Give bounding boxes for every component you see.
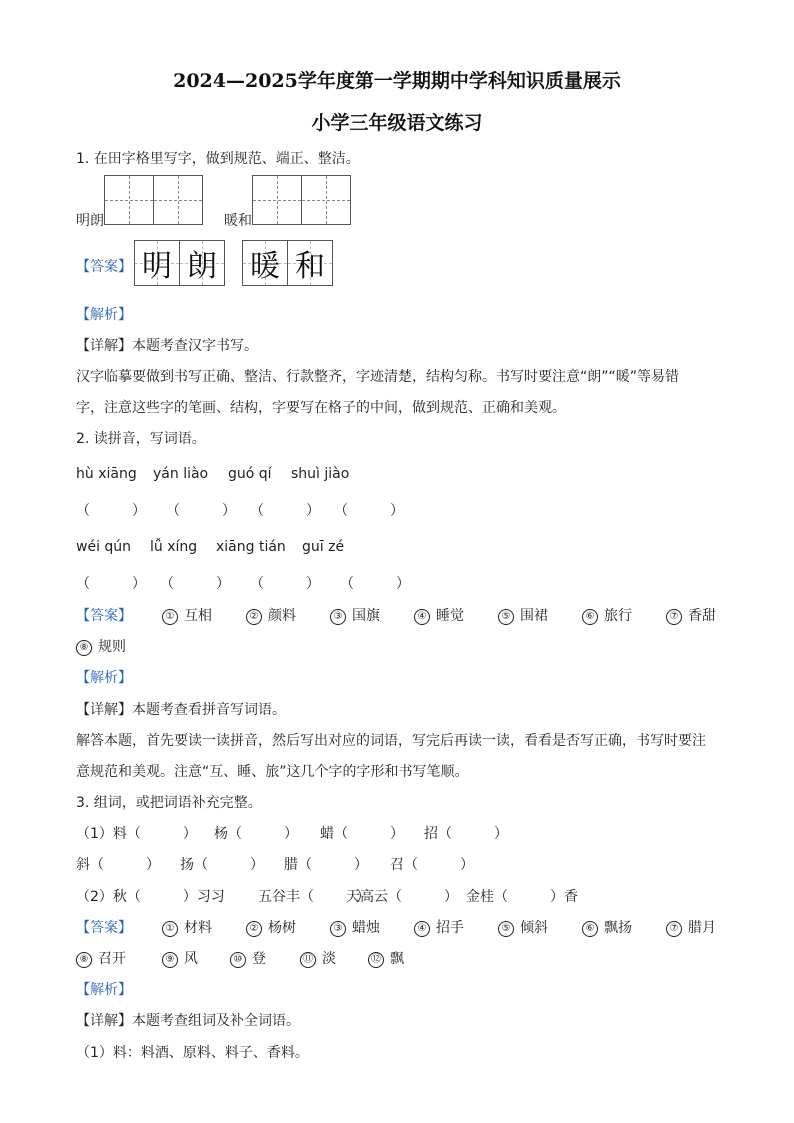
answer-item xyxy=(368,948,404,968)
answer-item xyxy=(300,948,336,968)
answer-blank[interactable]: （ ） xyxy=(76,503,146,519)
number-badge: ④ xyxy=(414,921,430,937)
pinyin: wéi qún xyxy=(76,539,132,555)
q1-answer-grid-1 xyxy=(134,240,225,286)
pinyin: hù xiāng xyxy=(76,466,137,482)
tianzige-cell[interactable] xyxy=(253,176,302,224)
answer-word: 蜡烛 xyxy=(352,920,380,936)
answer-word: 香甜 xyxy=(688,608,716,624)
number-badge: ③ xyxy=(330,921,346,937)
answer-item xyxy=(76,636,126,656)
answer-item xyxy=(246,917,296,937)
answer-word: 腊月 xyxy=(688,920,716,936)
tianzige-cell[interactable] xyxy=(154,176,202,224)
pinyin: guī zé xyxy=(302,539,345,555)
answer-item xyxy=(162,605,212,625)
q2-detail xyxy=(76,699,286,719)
answer-char: 明 xyxy=(142,249,172,284)
pinyin: xiāng tián xyxy=(216,539,286,555)
pinyin: shuì jiào xyxy=(291,466,350,482)
answer-item xyxy=(666,917,716,937)
answer-cell xyxy=(135,241,180,285)
answer-item xyxy=(330,917,380,937)
number-badge: ⑤ xyxy=(498,921,514,937)
q3-explanation-line1: （1）料：料酒、原料、料子、香料。 xyxy=(76,1045,309,1061)
number-badge: ⑦ xyxy=(666,609,682,625)
answer-word: 淡 xyxy=(322,951,336,967)
answer-word: 国旗 xyxy=(352,608,380,624)
q1-word1: 明朗 xyxy=(76,213,104,229)
answer-item xyxy=(582,917,632,937)
number-badge: ② xyxy=(246,609,262,625)
number-badge: ① xyxy=(162,921,178,937)
q3-blank[interactable]: 腊（ ） xyxy=(284,857,368,873)
answer-item xyxy=(162,948,198,968)
number-badge: ⑤ xyxy=(498,609,514,625)
answer-word: 围裙 xyxy=(520,608,548,624)
q3-blank[interactable]: 扬（ ） xyxy=(180,857,264,873)
answer-word: 招手 xyxy=(436,920,464,936)
number-badge: ② xyxy=(246,921,262,937)
answer-word: 召开 xyxy=(98,951,126,967)
detail-tag: 【详解】 xyxy=(76,338,132,354)
answer-item xyxy=(330,605,380,625)
answer-word: 旅行 xyxy=(604,608,632,624)
detail-text: 本题考查组词及补全词语。 xyxy=(132,1013,300,1029)
q3-blank[interactable]: （1）料（ ） xyxy=(76,826,197,842)
answer-word: 颜料 xyxy=(268,608,296,624)
number-badge: ⑧ xyxy=(76,640,92,656)
number-badge: ⑨ xyxy=(162,952,178,968)
answer-char: 和 xyxy=(295,249,325,284)
q3-stem: 3. 组词，或把词语补充完整。 xyxy=(76,795,262,811)
q3-blank[interactable]: 招（ ） xyxy=(424,826,508,842)
q2-explanation-line1: 解答本题，首先要读一读拼音，然后写出对应的词语，写完后再读一读，看看是否写正确，书写时要注 xyxy=(76,733,706,749)
q3-blank[interactable]: 蜡（ ） xyxy=(320,826,404,842)
answer-blank[interactable]: （ ） xyxy=(166,503,236,519)
q1-stem: 1. 在田字格里写字，做到规范、端正、整洁。 xyxy=(76,151,360,167)
answer-blank[interactable]: （ ） xyxy=(76,576,146,592)
q1-grid-1[interactable] xyxy=(104,175,203,225)
q3-blank[interactable]: 斜（ ） xyxy=(76,857,160,873)
number-badge: ④ xyxy=(414,609,430,625)
q3-blank[interactable]: 天高云（ ） xyxy=(346,889,458,905)
detail-text: 本题考查汉字书写。 xyxy=(132,338,258,354)
answer-blank[interactable]: （ ） xyxy=(160,576,230,592)
page-subtitle: 小学三年级语文练习 xyxy=(311,112,483,134)
page-title: 2024—2025学年度第一学期期中学科知识质量展示 xyxy=(173,70,621,92)
number-badge: ⑪ xyxy=(300,952,316,968)
tianzige-cell[interactable] xyxy=(105,176,154,224)
answer-blank[interactable]: （ ） xyxy=(250,503,320,519)
detail-tag: 【详解】 xyxy=(76,1013,132,1029)
answer-item xyxy=(666,605,716,625)
answer-cell xyxy=(288,241,332,285)
answer-item xyxy=(414,605,464,625)
q3-blank[interactable]: 金桂（ ）香 xyxy=(466,889,578,905)
q3-blank[interactable]: （2）秋（ ）习习 xyxy=(76,889,225,905)
answer-item xyxy=(230,948,266,968)
answer-word: 互相 xyxy=(184,608,212,624)
q3-answer-tag: 【答案】 xyxy=(76,920,132,936)
pinyin: guó qí xyxy=(228,466,272,482)
number-badge: ⑥ xyxy=(582,921,598,937)
answer-word: 登 xyxy=(252,951,266,967)
number-badge: ⑩ xyxy=(230,952,246,968)
answer-cell xyxy=(243,241,288,285)
number-badge: ③ xyxy=(330,609,346,625)
q2-analysis-tag: 【解析】 xyxy=(76,670,132,686)
answer-word: 飘 xyxy=(390,951,404,967)
q1-detail xyxy=(76,335,258,355)
q2-stem: 2. 读拼音，写词语。 xyxy=(76,431,206,447)
answer-item xyxy=(162,917,212,937)
q1-explanation-line2: 字，注意这些字的笔画、结构，字要写在格子的中间，做到规范、正确和美观。 xyxy=(76,400,566,416)
pinyin: lǚ xíng xyxy=(150,539,198,555)
q3-detail xyxy=(76,1010,300,1030)
answer-item xyxy=(414,917,464,937)
answer-item xyxy=(246,605,296,625)
q1-answer-grid-2 xyxy=(242,240,333,286)
number-badge: ⑥ xyxy=(582,609,598,625)
q3-analysis-tag: 【解析】 xyxy=(76,982,132,998)
answer-item xyxy=(582,605,632,625)
q3-blank[interactable]: 召（ ） xyxy=(390,857,474,873)
number-badge: ① xyxy=(162,609,178,625)
answer-word: 规则 xyxy=(98,639,126,655)
q3-blank[interactable]: 杨（ ） xyxy=(214,826,298,842)
q1-answer-tag: 【答案】 xyxy=(76,259,132,275)
answer-blank[interactable]: （ ） xyxy=(250,576,320,592)
answer-blank[interactable]: （ ） xyxy=(334,503,404,519)
answer-item xyxy=(76,948,126,968)
q1-grid-2[interactable] xyxy=(252,175,351,225)
q3-blank[interactable]: 五谷丰（ ） xyxy=(258,889,370,905)
answer-cell xyxy=(180,241,224,285)
answer-item xyxy=(498,605,548,625)
tianzige-cell[interactable] xyxy=(302,176,350,224)
answer-word: 飘扬 xyxy=(604,920,632,936)
answer-word: 倾斜 xyxy=(520,920,548,936)
q1-word2: 暖和 xyxy=(224,213,252,229)
answer-word: 材料 xyxy=(184,920,212,936)
answer-word: 杨树 xyxy=(268,920,296,936)
q2-answer-tag: 【答案】 xyxy=(76,608,132,624)
answer-char: 暖 xyxy=(250,249,280,284)
pinyin: yán liào xyxy=(153,466,209,482)
answer-word: 风 xyxy=(184,951,198,967)
q1-analysis-tag: 【解析】 xyxy=(76,307,132,323)
q2-explanation-line2: 意规范和美观。注意“互、睡、旅”这几个字的字形和书写笔顺。 xyxy=(76,764,469,780)
number-badge: ⑦ xyxy=(666,921,682,937)
q1-explanation-line1: 汉字临摹要做到书写正确、整洁、行款整齐，字迹清楚，结构匀称。书写时要注意“朗”“暖”等易错 xyxy=(76,369,680,385)
number-badge: ⑧ xyxy=(76,952,92,968)
detail-text: 本题考查看拼音写词语。 xyxy=(132,702,286,718)
answer-item xyxy=(498,917,548,937)
answer-word: 睡觉 xyxy=(436,608,464,624)
answer-char: 朗 xyxy=(187,249,217,284)
number-badge: ⑫ xyxy=(368,952,384,968)
detail-tag: 【详解】 xyxy=(76,702,132,718)
answer-blank[interactable]: （ ） xyxy=(340,576,410,592)
